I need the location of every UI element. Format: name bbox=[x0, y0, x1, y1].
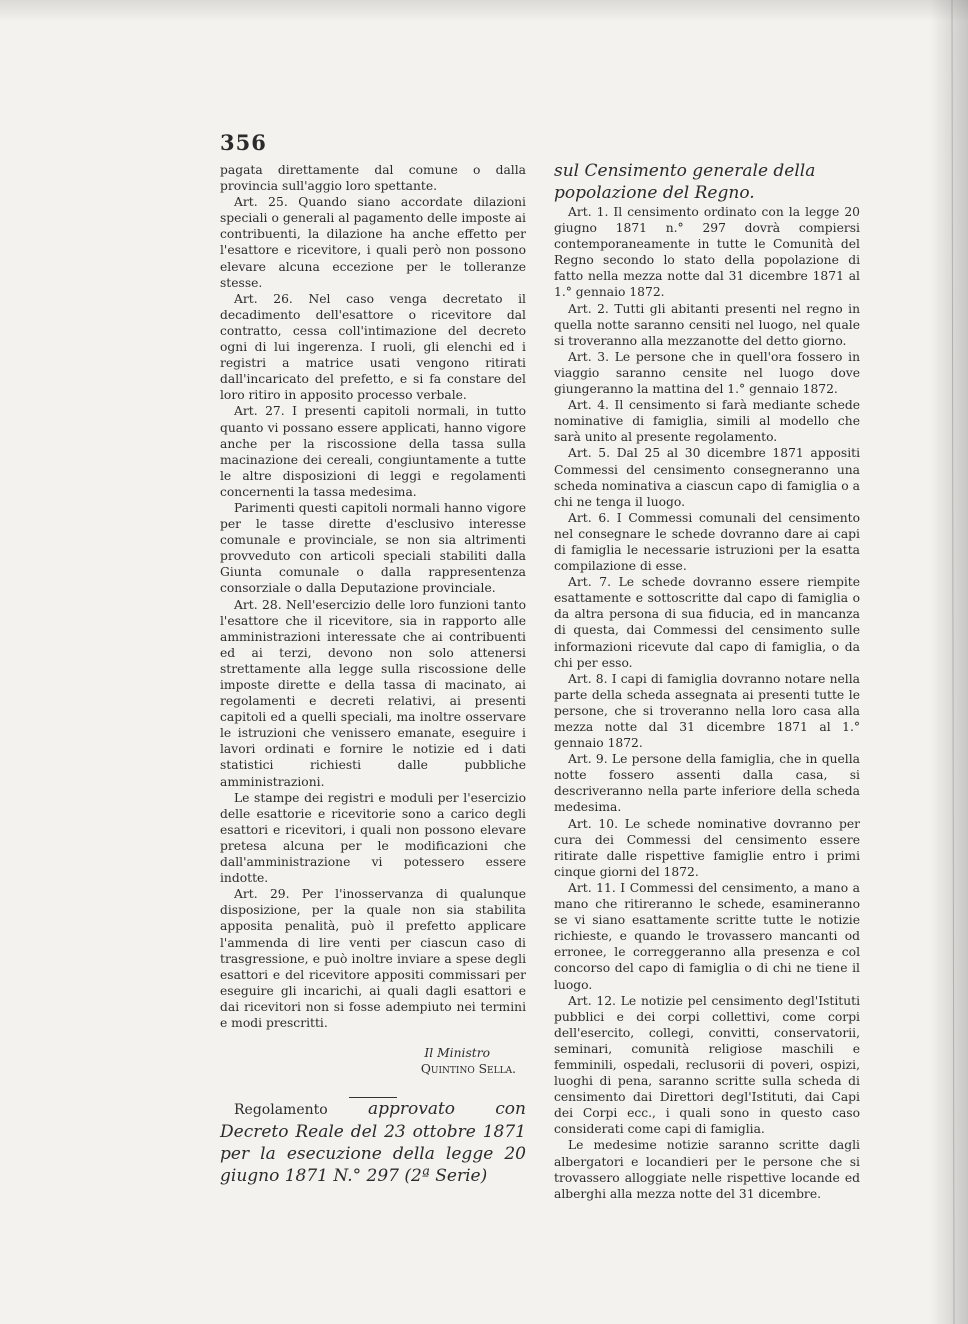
article-28: Art. 28. Nell'esercizio delle loro funzioni tanto l'esattore che il ricevitore, sia in rapporto alle amministrazioni interessate che ai contribuenti ed ai terzi, devono non solo attenersi strettamente alla legge sulla riscossione delle imposte dirette e della tassa di macinato, ai regolamenti e decreti relativi, ai presenti capitoli ed a quelli speciali, ma inoltre osservare le istruzioni che venissero emanate, eseguire i lavori ordinati e fornire le notizie ed i dati statistici richiesti dalle pubbliche amministrazioni. bbox=[220, 597, 526, 789]
article-3: Art. 3. Le persone che in quell'ora fossero in viaggio saranno censite nel luogo dove giungeranno la mattina del 1.° gennaio 1872. bbox=[554, 349, 860, 397]
article-10: Art. 10. Le schede nominative dovranno per cura dei Commessi del censimento essere ritirate dalle rispettive famiglie entro i primi cinque giorni del 1872. bbox=[554, 816, 860, 879]
signature-title: Il Ministro bbox=[424, 1046, 490, 1061]
article-7: Art. 7. Le schede dovranno essere riempite esattamente e sottoscritte dal capo di famiglia o da altra persona di sua fiducia, ed in mancanza di questa, dai Commessi del censimento sulle informazioni ricevute dal capo di famiglia, o da chi per esso. bbox=[554, 575, 860, 670]
left-column bbox=[220, 162, 526, 1187]
article-25: Art. 25. Quando siano accordate dilazioni speciali o generali al pagamento delle imposte ai contribuenti, la dilazione ha anche effetto per l'esattore e ricevitore, i quali però non possono elevare alcuna eccezione per le tolleranze stesse. bbox=[220, 195, 526, 290]
article-8: Art. 8. I capi di famiglia dovranno notare nella parte della scheda assegnata ai presenti tutte le persone, che si troveranno nella loro casa alla mezza notte dal 31 dicembre 1871 al 1.° gennaio 1872. bbox=[554, 671, 860, 751]
article-11: Art. 11. I Commessi del censimento, a mano a mano che ritireranno le schede, esamineranno se vi siano esattamente scritte tutte le notizie richieste, e quando le trovassero mancanti od erronee, le correggeranno alla presenza e col concorso del capo di famiglia o di chi ne tiene il luogo. bbox=[554, 880, 860, 992]
paragraph: Le medesime notizie saranno scritte dagli albergatori e locandieri per le persone che si trovassero alloggiate nelle rispettive locande ed alberghi alla mezza notte del 31 dicembre. bbox=[554, 1138, 860, 1201]
signature-name: Quintino Sella. bbox=[420, 1062, 516, 1077]
article-26: Art. 26. Nel caso venga decretato il decadimento dell'esattore o ricevitore dal contratto, cessa coll'intimazione del decreto ogni di lui ingerenza. I ruoli, gli elenchi ed i registri a matrice usati vengono ritirati dall'incaricato del prefetto, e si fa constare del loro ritiro in apposito processo verbale. bbox=[220, 291, 526, 403]
paragraph: Le stampe dei registri e moduli per l'esercizio delle esattorie e ricevitorie sono a carico degli esattori e ricevitori, i quali non possono elevare pretesa alcuna per le modificazioni che dall'amministrazione vi potessero essere indotte. bbox=[220, 790, 526, 886]
page-number: 356 bbox=[220, 130, 267, 155]
paragraph: pagata direttamente dal comune o dalla provincia sull'aggio loro spettante. bbox=[220, 163, 526, 194]
article-5: Art. 5. Dal 25 al 30 dicembre 1871 appositi Commessi del censimento consegneranno una scheda nominativa a ciascun capo di famiglia o a chi ne tenga il luogo. bbox=[554, 446, 860, 509]
right-column bbox=[554, 160, 860, 1202]
article-2: Art. 2. Tutti gli abitanti presenti nel regno in quella notte saranno censiti nel luogo, nel quale si troveranno alla mezzanotte del detto giorno. bbox=[554, 301, 860, 348]
regulation-heading bbox=[220, 1098, 526, 1187]
regulation-heading-continued: sul Censimento generale della popolazione del Regno. bbox=[554, 161, 816, 203]
article-12: Art. 12. Le notizie pel censimento degl'Istituti pubblici e dei corpi collettivi, come corpi dell'esercito, collegi, convitti, conservatorii, seminari, comunità religiose maschili e femminili, ospedali, reclusorii di poveri, ospizi, luoghi di pena, saranno scritte sulla scheda di censimento dai Direttori degl'Istituti, dai Capi dei Corpi ecc., i quali sono in questo caso considerati come capi di famiglia. bbox=[554, 993, 860, 1137]
article-6: Art. 6. I Commessi comunali del censimento nel consegnare le schede dovranno dare ai capi di famiglia le necessarie istruzioni per la esatta compilazione di esse. bbox=[554, 510, 860, 574]
regulation-heading-rest: approvato con Decreto Reale del 23 ottobre 1871 per la esecuzione della legge 20 giugno 1871 N.° 297 (2ª Serie) bbox=[220, 1099, 526, 1187]
paragraph: Parimenti questi capitoli normali hanno vigore per le tasse dirette d'esclusivo interesse comunale e provinciale, se non sia altrimenti provveduto con articoli speciali stabiliti dalla Giunta comunale o dalla rappresentenza consorziale o dalla Deputazione provinciale. bbox=[220, 500, 526, 596]
article-4: Art. 4. Il censimento si farà mediante schede nominative di famiglia, simili al modello che sarà unito al presente regolamento. bbox=[554, 398, 860, 445]
article-27: Art. 27. I presenti capitoli normali, in tutto quanto vi possano essere applicati, hanno vigore anche per la riscossione della tassa sulla macinazione dei cereali, congiuntamente a tutte le altre disposizioni di leggi e regolamenti concernenti la tassa medesima. bbox=[220, 404, 526, 499]
regulation-heading-lead: Regolamento bbox=[234, 1102, 328, 1119]
article-9: Art. 9. Le persone della famiglia, che in quella notte fossero assenti dalla casa, si descriveranno nella parte inferiore della scheda medesima. bbox=[554, 752, 860, 815]
article-29: Art. 29. Per l'inosservanza di qualunque disposizione, per la quale non sia stabilita apposita penalità, può il prefetto applicare l'ammenda di lire venti per ciascun caso di trasgressione, e può inoltre inviare a spese degli esattori e del ricevitore appositi commissari per eseguire gli incarichi, ai quali dagli esattori e dai ricevitori non si fosse adempiuto nei termini e modi prescritti. bbox=[220, 887, 526, 1030]
signature-block bbox=[220, 1045, 526, 1077]
article-1: Art. 1. Il censimento ordinato con la legge 20 giugno 1871 n.° 297 dovrà compiersi contemporaneamente in tutte le Comunità del Regno secondo lo stato della popolazione di fatto nella mezza notte dal 31 dicembre 1871 al 1.° gennaio 1872. bbox=[554, 205, 860, 300]
